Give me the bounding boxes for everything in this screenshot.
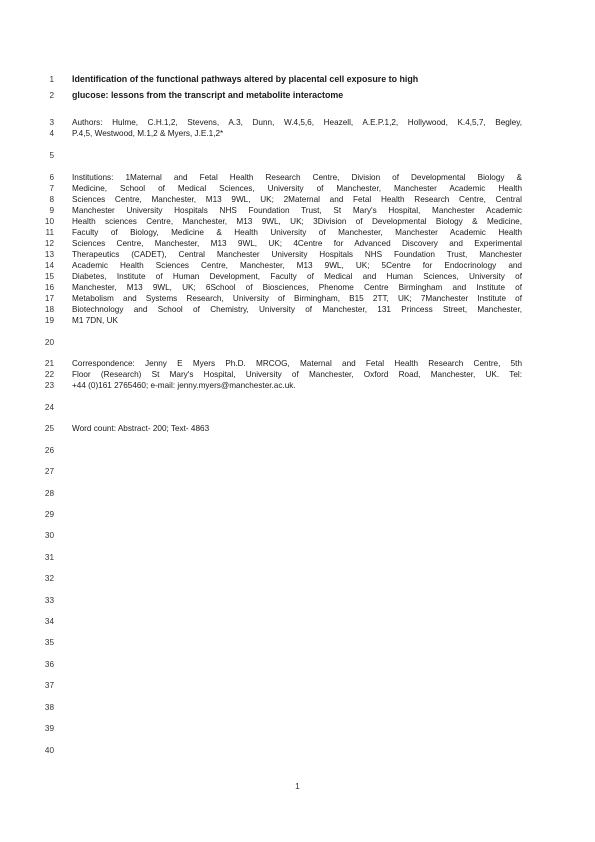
manuscript-line	[0, 680, 595, 691]
manuscript-line	[0, 358, 595, 369]
line-number: 4	[49, 129, 54, 138]
manuscript-line	[0, 573, 595, 584]
line-number: 5	[49, 151, 54, 160]
manuscript-line	[0, 282, 595, 293]
body-text-line: Authors: Hulme, C.H.1,2, Stevens, A.3, Dunn, W.4,5,6, Heazell, A.E.P.1,2, Hollywood, K.4,5,7, Begley,	[72, 118, 522, 127]
manuscript-line	[0, 659, 595, 670]
manuscript-line	[0, 488, 595, 499]
body-text-line: Medicine, School of Medical Sciences, University of Manchester, Manchester Academic Health	[72, 184, 522, 193]
manuscript-line	[0, 369, 595, 380]
manuscript-line	[0, 723, 595, 734]
line-number: 29	[44, 510, 54, 519]
body-text-line: Sciences Centre, Manchester, M13 9WL, UK; 4Centre for Advanced Discovery and Experimental	[72, 239, 522, 248]
manuscript-line	[0, 74, 595, 85]
body-text-line: Manchester, M13 9WL, UK; 6School of Biosciences, Phenome Centre Birmingham and Institute of	[72, 283, 522, 292]
body-text-line: Manchester University Hospitals NHS Foundation Trust, St Mary's Hospital, Manchester Academic	[72, 206, 522, 215]
line-number: 12	[44, 239, 54, 248]
body-text-line: Therapeutics (CADET), Central Manchester University Hospitals NHS Foundation Trust, Manchester	[72, 250, 522, 259]
line-number: 22	[44, 370, 54, 379]
line-number: 3	[49, 118, 54, 127]
line-number: 10	[44, 217, 54, 226]
line-number: 25	[44, 424, 54, 433]
manuscript-line	[0, 402, 595, 413]
manuscript-line	[0, 445, 595, 456]
line-number: 16	[44, 283, 54, 292]
manuscript-line	[0, 315, 595, 326]
line-number: 9	[49, 206, 54, 215]
body-text-line: M1 7DN, UK	[72, 316, 118, 325]
manuscript-line	[0, 745, 595, 756]
manuscript-line	[0, 380, 595, 391]
page-number: 1	[295, 781, 300, 791]
line-number: 14	[44, 261, 54, 270]
line-number: 38	[44, 703, 54, 712]
line-number: 24	[44, 403, 54, 412]
body-text-line: Academic Health Sciences Centre, Manchester, M13 9WL, UK; 5Centre for Endocrinology and	[72, 261, 522, 270]
manuscript-line	[0, 530, 595, 541]
body-text-line: Institutions: 1Maternal and Fetal Health Research Centre, Division of Developmental Biology &	[72, 173, 522, 182]
manuscript-line	[0, 616, 595, 627]
manuscript-line	[0, 128, 595, 139]
manuscript-line	[0, 260, 595, 271]
line-number: 30	[44, 531, 54, 540]
line-number: 31	[44, 553, 54, 562]
line-number: 36	[44, 660, 54, 669]
line-number: 2	[49, 91, 54, 100]
body-text-line: Sciences Centre, Manchester, M13 9WL, UK; 2Maternal and Fetal Health Research Centre, Central	[72, 195, 522, 204]
body-text-line: Faculty of Biology, Medicine & Health University of Manchester, Manchester Academic Health	[72, 228, 522, 237]
line-number: 7	[49, 184, 54, 193]
manuscript-line	[0, 216, 595, 227]
line-number: 1	[49, 75, 54, 84]
line-number: 26	[44, 446, 54, 455]
body-text-line: Floor (Research) St Mary's Hospital, University of Manchester, Oxford Road, Manchester, UK. Tel:	[72, 370, 522, 379]
manuscript-line	[0, 271, 595, 282]
line-number: 18	[44, 305, 54, 314]
manuscript-line	[0, 90, 595, 101]
line-number: 34	[44, 617, 54, 626]
line-number: 15	[44, 272, 54, 281]
line-number: 27	[44, 467, 54, 476]
line-number: 33	[44, 596, 54, 605]
manuscript-line	[0, 194, 595, 205]
line-number: 21	[44, 359, 54, 368]
line-number: 13	[44, 250, 54, 259]
line-number: 11	[45, 228, 54, 237]
manuscript-line	[0, 304, 595, 315]
manuscript-line	[0, 150, 595, 161]
manuscript-line	[0, 423, 595, 434]
manuscript-line	[0, 337, 595, 348]
line-number: 35	[44, 638, 54, 647]
line-number: 20	[44, 338, 54, 347]
manuscript-line	[0, 293, 595, 304]
manuscript-line	[0, 702, 595, 713]
title-line: glucose: lessons from the transcript and metabolite interactome	[72, 90, 344, 100]
body-text-line: Health sciences Centre, Manchester, M13 9WL, UK; 3Division of Developmental Biology & Medicine,	[72, 217, 522, 226]
manuscript-line	[0, 595, 595, 606]
line-number: 32	[44, 574, 54, 583]
body-text-line: +44 (0)161 2765460; e-mail: jenny.myers@manchester.ac.uk.	[72, 381, 296, 390]
body-text-line: Correspondence: Jenny E Myers Ph.D. MRCOG, Maternal and Fetal Health Research Centre, 5th	[72, 359, 522, 368]
line-number: 17	[44, 294, 54, 303]
manuscript-line	[0, 637, 595, 648]
body-text-line: P.4,5, Westwood, M.1,2 & Myers, J.E.1,2*	[72, 129, 224, 138]
line-number: 39	[44, 724, 54, 733]
manuscript-line	[0, 238, 595, 249]
manuscript-line	[0, 205, 595, 216]
line-number: 28	[44, 489, 54, 498]
line-number: 23	[44, 381, 54, 390]
body-text-line: Word count: Abstract- 200; Text- 4863	[72, 424, 210, 433]
line-number: 6	[49, 173, 54, 182]
body-text-line: Biotechnology and School of Chemistry, University of Manchester, 131 Princess Street, Manchester,	[72, 305, 522, 314]
line-number: 37	[44, 681, 54, 690]
manuscript-line	[0, 249, 595, 260]
body-text-line: Diabetes, Institute of Human Development, Faculty of Medical and Human Sciences, University of	[72, 272, 522, 281]
manuscript-line	[0, 466, 595, 477]
manuscript-line	[0, 509, 595, 520]
body-text-line: Metabolism and Systems Research, University of Birmingham, B15 2TT, UK; 7Manchester Institute of	[72, 294, 522, 303]
manuscript-line	[0, 172, 595, 183]
manuscript-line	[0, 117, 595, 128]
manuscript-line	[0, 227, 595, 238]
line-number: 8	[49, 195, 54, 204]
manuscript-line	[0, 552, 595, 563]
manuscript-line	[0, 183, 595, 194]
line-number: 19	[44, 316, 54, 325]
line-number: 40	[44, 746, 54, 755]
title-line: Identification of the functional pathways altered by placental cell exposure to high	[72, 74, 419, 84]
